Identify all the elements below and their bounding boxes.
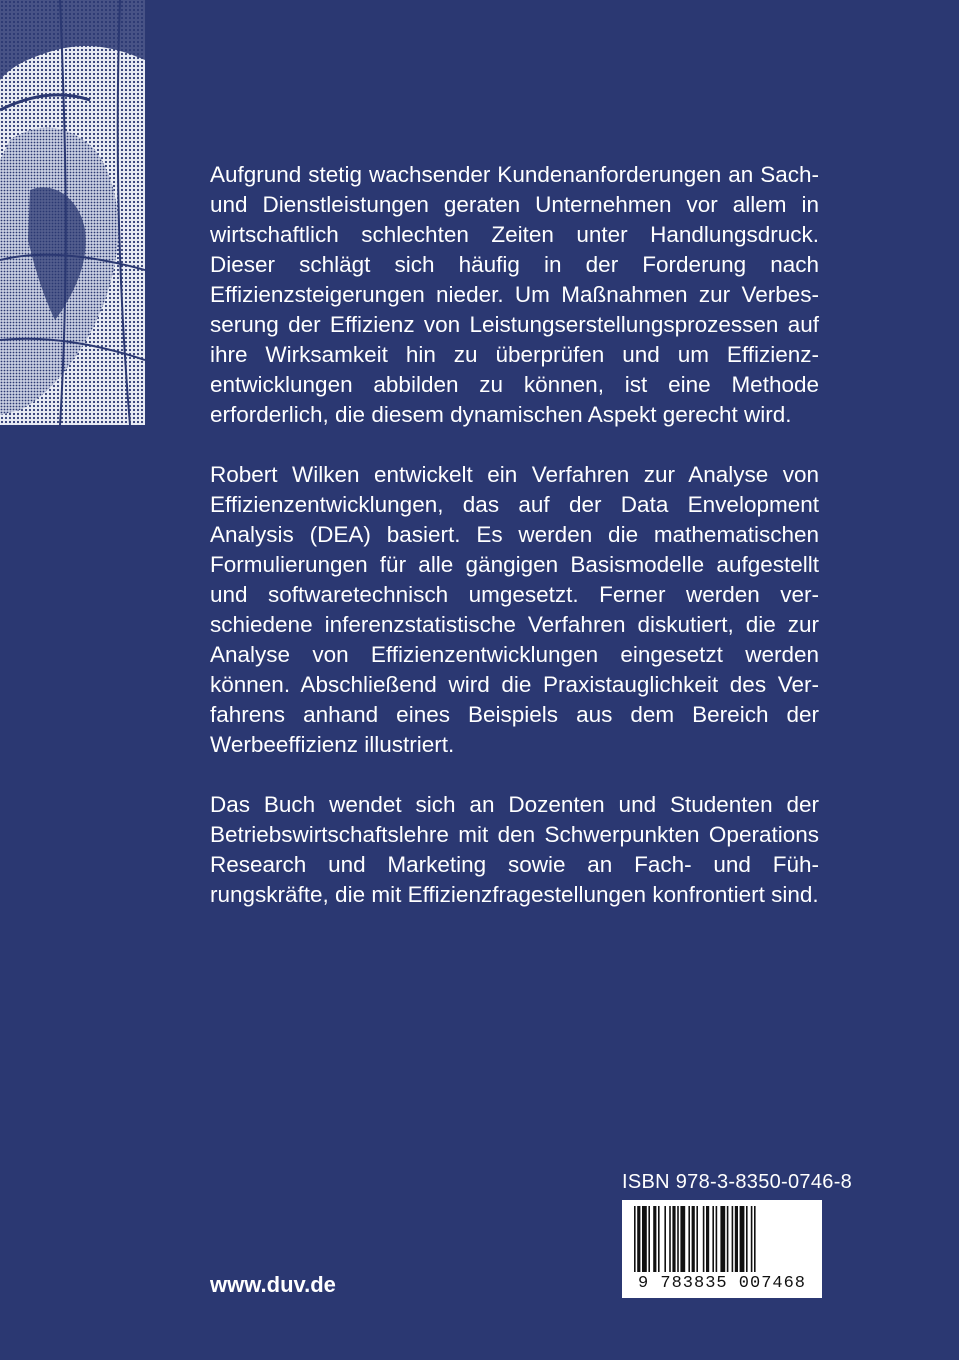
barcode-bar [664,1206,666,1272]
barcode-bar [653,1206,656,1272]
barcode-bar [672,1206,675,1272]
barcode-bar [669,1206,671,1272]
barcode-bar [677,1206,679,1272]
blurb-paragraph-1: Aufgrund stetig wachsender Kundenanforderungen an Sach- und Dienstleistungen geraten Unternehmen vor allem in wirtschaftlich schlechten Zeiten unter Handlungsdruck. Dieser schlägt sich häufig in der Forderung nach Effizienzsteigerungen nieder. Um Maßnahmen zur Verbesserung der Effizienz von Leistungserstellungsprozessen auf ihre Wirksamkeit hin zu überprüfen und um Effizienzentwicklungen abbilden zu können, ist eine Methode erforderlich, die diesem dynamischen Aspekt gerecht wird. [210,162,819,427]
barcode-bar [658,1206,660,1272]
barcode-bar [642,1206,647,1272]
barcode-bar [727,1206,729,1272]
barcode-bar [648,1206,650,1272]
barcode-bar [703,1206,705,1272]
barcode-bar [696,1206,698,1272]
barcode-bar [740,1206,745,1272]
barcode-bar [735,1206,738,1272]
barcode-bar [637,1206,640,1272]
blurb-paragraph-3: Das Buch wendet sich an Dozenten und Studenten der Betriebswirtschaftslehre mit den Schwerpunkten Operations Research und Marketing sowie an Fach- und Führungskräfte, die mit Effizienzfragestellungen konfrontiert sind. [210,792,819,907]
barcode-bar [706,1206,709,1272]
barcode-bar [688,1206,690,1272]
isbn-number: ISBN 978-3-8350-0746-8 [622,1171,853,1193]
barcode-icon [622,1200,822,1298]
barcode-bar [754,1206,756,1272]
back-cover-blurb [210,160,819,940]
barcode-bar [680,1206,685,1272]
barcode-bar [751,1206,753,1272]
barcode-bar [716,1206,718,1272]
barcode-bar [692,1206,695,1272]
publisher-url[interactable]: www.duv.de [210,1272,336,1297]
barcode-bar [634,1206,636,1272]
globe-illustration [0,0,145,425]
barcode-bar [720,1206,725,1272]
blurb-paragraph-2: Robert Wilken entwickelt ein Verfahren zur Analyse von Effizienzentwicklungen, das auf der Data Envelopment Analysis (DEA) basiert. Es werden die mathematischen Formulierungen für alle gängigen Basismodelle aufgestellt und softwaretechnisch umgesetzt. Ferner werden verschiedene inferenzstatistische Verfahren diskutiert, die zur Analyse von Effizienzentwicklungen eingesetzt werden können. Abschließend wird die Praxistauglichkeit des Verfahrens anhand eines Beispiels aus dem Bereich der Werbeeffizienz illustriert. [210,462,819,757]
barcode-bar [712,1206,714,1272]
barcode-bar [746,1206,748,1272]
barcode-bar [732,1206,734,1272]
barcode-digits: 9 783835 007468 [637,1274,807,1293]
